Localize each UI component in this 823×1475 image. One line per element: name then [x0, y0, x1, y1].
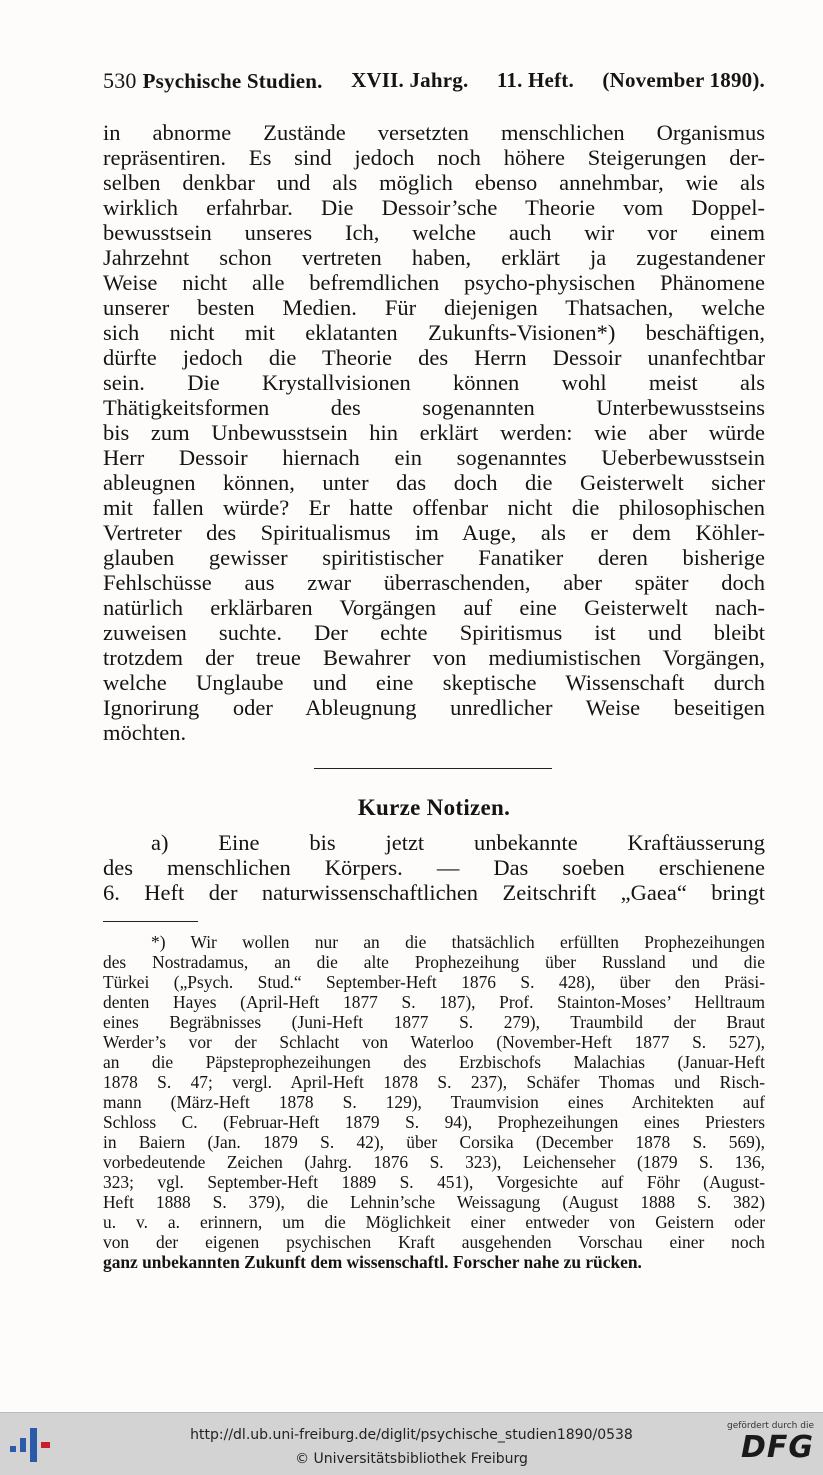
footnote-line: Heft 1888 S. 379), die Lehnin’sche Weissagung (August 1888 S. 382): [103, 1192, 765, 1212]
text-line: glauben gewisser spiritistischer Fanatiker deren bisherige: [103, 545, 765, 570]
dfg-caption: gefördert durch die: [727, 1421, 814, 1431]
main-text: [103, 120, 765, 745]
text-line: Thätigkeitsformen des sogenannten Unterbewusstseins: [103, 395, 765, 420]
text-line: repräsentiren. Es sind jedoch noch höhere Steigerungen der-: [103, 145, 765, 170]
text-line: welche Unglaube und eine skeptische Wissenschaft durch: [103, 670, 765, 695]
text-line: dürfte jedoch die Theorie des Herrn Dessoir unanfechtbar: [103, 345, 765, 370]
footnote-line: mann (März-Heft 1878 S. 129), Traumvision eines Architekten auf: [103, 1092, 765, 1112]
volume: XVII. Jahrg.: [351, 68, 469, 92]
text-line: wirklich erfahrbar. Die Dessoir’sche Theorie vom Doppel-: [103, 195, 765, 220]
text-line: Jahrzehnt schon vertreten haben, erklärt ja zugestandener: [103, 245, 765, 270]
footnote-line: vorbedeutende Zeichen (Jahrg. 1876 S. 323), Leichenseher (1879 S. 136,: [103, 1152, 765, 1172]
viewer-footer: [0, 1412, 823, 1475]
issue-date: (November 1890).: [602, 68, 765, 92]
text-line: trotzdem der treue Bewahrer von mediumistischen Vorgängen,: [103, 645, 765, 670]
text-line: Fehlschüsse aus zwar überraschenden, aber später doch: [103, 570, 765, 595]
footnote-line: u. v. a. erinnern, um die Möglichkeit einer entweder von Geistern oder: [103, 1212, 765, 1232]
page-number: 530: [103, 68, 137, 93]
running-header: [103, 68, 765, 94]
dfg-funding-logo[interactable]: [722, 1421, 814, 1471]
issue: 11. Heft.: [496, 68, 574, 92]
section-text: [103, 830, 765, 905]
copyright-notice: © Universitätsbibliothek Freiburg: [295, 1451, 528, 1467]
text-line: sich nicht mit eklatanten Zukunfts-Visionen*) beschäftigen,: [103, 320, 765, 345]
text-line: mit fallen würde? Er hatte offenbar nicht die philosophischen: [103, 495, 765, 520]
footnote-line: von der eigenen psychischen Kraft ausgehenden Vorschau einer noch: [103, 1232, 765, 1252]
journal-title: Psychische Studien.: [142, 69, 323, 93]
text-line: ableugnen können, unter das doch die Geisterwelt sicher: [103, 470, 765, 495]
footnote-line: eines Begräbnisses (Juni-Heft 1877 S. 279), Traumbild der Braut: [103, 1012, 765, 1032]
text-line: sein. Die Krystallvisionen können wohl meist als: [103, 370, 765, 395]
footnote-line: in Baiern (Jan. 1879 S. 42), über Corsika (December 1878 S. 569),: [103, 1132, 765, 1152]
section-line: 6. Heft der naturwissenschaftlichen Zeitschrift „Gaea“ bringt: [103, 880, 765, 905]
text-line: selben denkbar und als möglich ebenso annehmbar, wie als: [103, 170, 765, 195]
section-line: a) Eine bis jetzt unbekannte Kraftäusserung: [151, 830, 765, 855]
text-line: unserer besten Medien. Für diejenigen Thatsachen, welche: [103, 295, 765, 320]
text-line: bis zum Unbewusstsein hin erklärt werden: wie aber würde: [103, 420, 765, 445]
text-line: bewusstsein unseres Ich, welche auch wir vor einem: [103, 220, 765, 245]
footnote-line: 323; vgl. September-Heft 1889 S. 451), Vorgesichte auf Föhr (August-: [103, 1172, 765, 1192]
footnote-line: des Nostradamus, an die alte Prophezeihung über Russland und die: [103, 952, 765, 972]
text-line: Weise nicht alle befremdlichen psycho-physischen Phänomene: [103, 270, 765, 295]
footnote-line: Türkei („Psych. Stud.“ September-Heft 1876 S. 428), über den Präsi-: [103, 972, 765, 992]
footnote-line: 1878 S. 47; vergl. April-Heft 1878 S. 237), Schäfer Thomas und Risch-: [103, 1072, 765, 1092]
section-title: Kurze Notizen.: [357, 795, 511, 820]
footnote-line: *) Wir wollen nur an die thatsächlich erfüllten Prophezeihungen: [151, 932, 765, 952]
footnote-line: ganz unbekannten Zukunft dem wissenschaftl. Forscher nahe zu rücken.: [103, 1252, 642, 1272]
footnote-line: Schloss C. (Februar-Heft 1879 S. 94), Prophezeihungen eines Priesters: [103, 1112, 765, 1132]
footnote-line: an die Päpsteprophezeihungen des Erzbischofs Malachias (Januar-Heft: [103, 1052, 765, 1072]
text-line: natürlich erklärbaren Vorgängen auf eine Geisterwelt nach-: [103, 595, 765, 620]
text-line: in abnorme Zustände versetzten menschlichen Organismus: [103, 120, 765, 145]
text-line: Vertreter des Spiritualismus im Auge, als er dem Köhler-: [103, 520, 765, 545]
text-line: zuweisen suchte. Der echte Spiritismus ist und bleibt: [103, 620, 765, 645]
footnote-line: denten Hayes (April-Heft 1877 S. 187), Prof. Stainton-Moses’ Helltraum: [103, 992, 765, 1012]
dfg-logo-icon: DFG: [740, 1430, 814, 1465]
footnote-rule: [103, 921, 198, 922]
text-line: möchten.: [103, 720, 187, 745]
footnote: [103, 932, 765, 1272]
text-line: Ignorirung oder Ableugnung unredlicher Weise beseitigen: [103, 695, 765, 720]
section-divider: [314, 768, 552, 769]
section-line: des menschlichen Körpers. — Das soeben erschienene: [103, 855, 765, 880]
text-line: Herr Dessoir hiernach ein sogenanntes Ueberbewusstsein: [103, 445, 765, 470]
footnote-line: Werder’s vor der Schlacht von Waterloo (November-Heft 1877 S. 527),: [103, 1032, 765, 1052]
permalink-url[interactable]: http://dl.ub.uni-freiburg.de/diglit/psychische_studien1890/0538: [190, 1427, 633, 1443]
